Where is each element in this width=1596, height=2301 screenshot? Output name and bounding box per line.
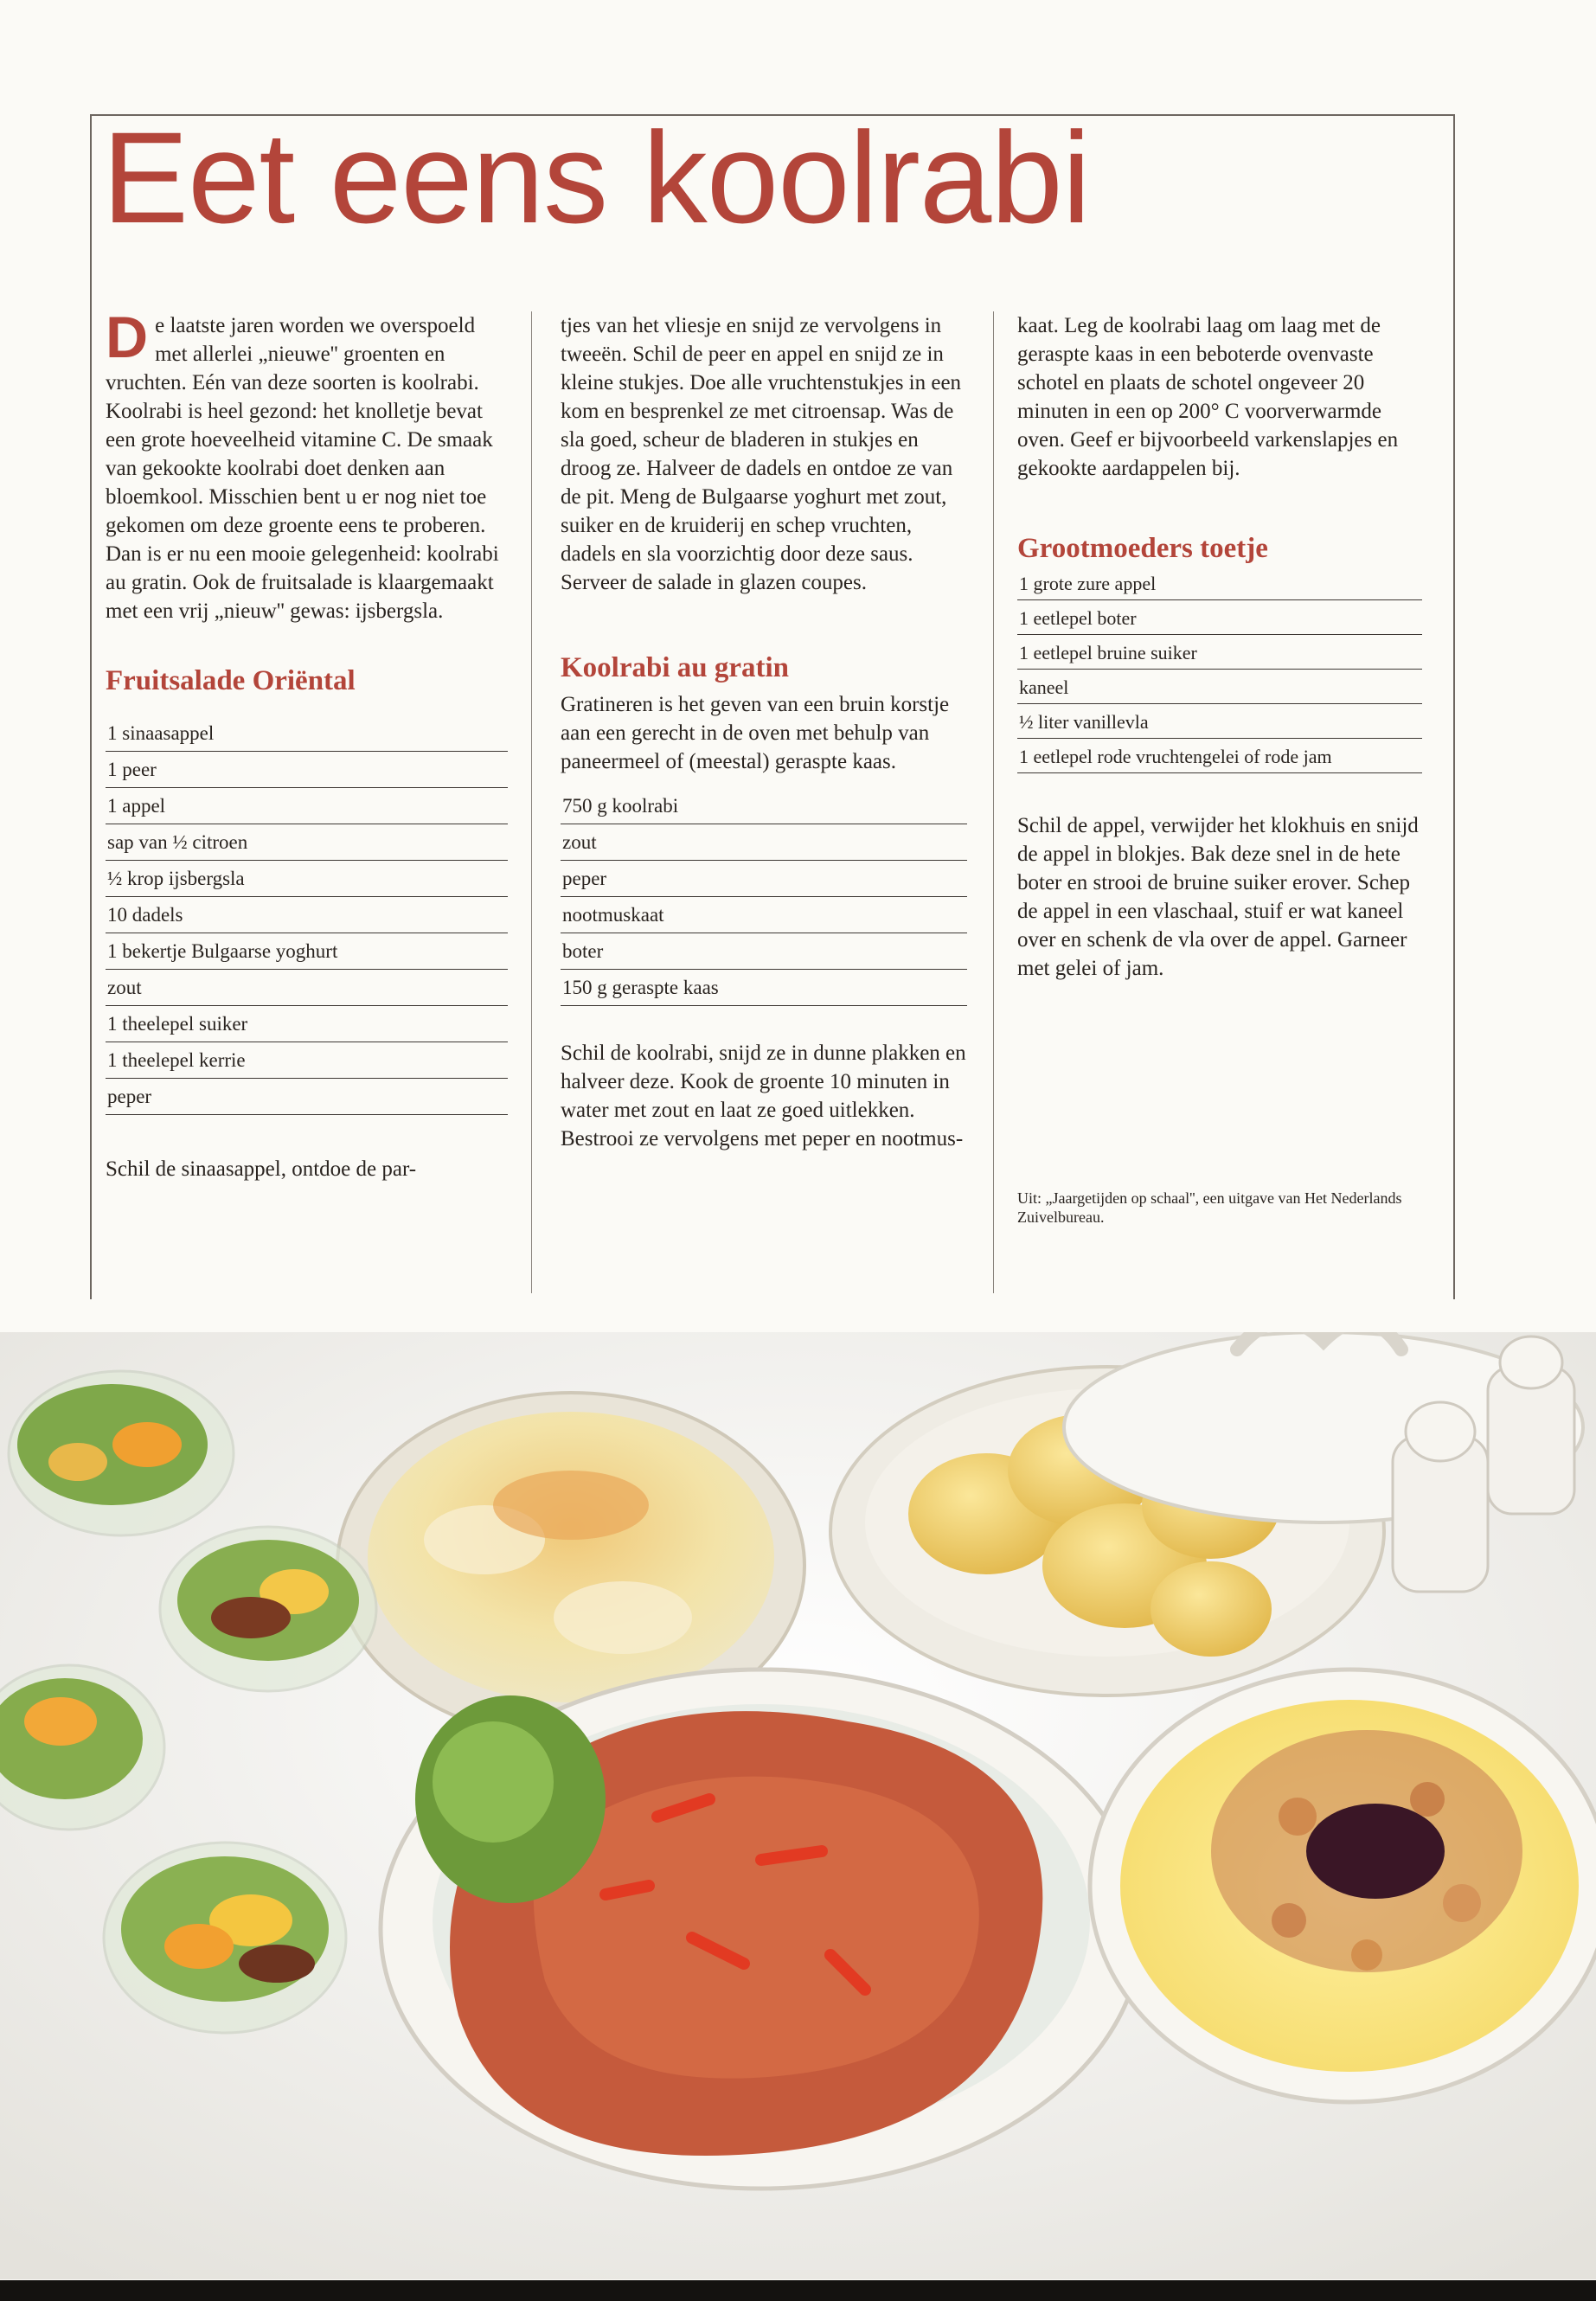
ingredient-item: 750 g koolrabi [561,788,967,824]
ingredient-item: 1 peer [106,752,508,788]
column-1 [106,304,508,1183]
source-credit: Uit: „Jaargetijden op schaal'', een uitgave van Het Nederlands Zuivelbureau. [1017,1189,1402,1226]
food-photo-illustration [0,1332,1596,2279]
method-text-koolrabi-start: Schil de koolrabi, snijd ze in dunne plakken en halveer deze. Kook de groente 10 minuten in water met zout en laat ze goed uitlekken. Bestrooi ze vervolgens met peper en nootmus- [561,1042,966,1150]
ingredient-item: zout [106,970,508,1006]
ingredient-item: sap van ½ citroen [106,824,508,861]
vla-with-apple-dish [1090,1670,1596,2102]
column-divider [993,311,994,1293]
method-text-toetje: Schil de appel, verwijder het klokhuis en snijd de appel in blokjes. Bak deze snel in de hete boter en strooi de bruine suiker erover. Schep de appel in een vlaschaal, stuif er wat kaneel over en schenk de vla over de appel. Garneer met gelei of jam. [1017,814,1419,980]
recipe-title-fruitsalade: Fruitsalade Oriëntal [106,665,356,696]
ingredient-list-toetje [1017,566,1422,773]
ingredient-item: 1 eetlepel bruine suiker [1017,635,1422,670]
intro-paragraph [106,304,508,625]
ingredient-item: 1 eetlepel boter [1017,600,1422,635]
ingredient-item: 10 dadels [106,897,508,933]
ingredient-item: 1 theelepel kerrie [106,1042,508,1079]
ingredient-item: 1 sinaasappel [106,715,508,752]
ingredient-item: peper [106,1079,508,1115]
page-bottom-band [0,2280,1596,2301]
gratin-intro-text: Gratineren is het geven van een bruin korstje aan een gerecht in de oven met behulp van paneermeel of (meestal) geraspte kaas. [561,693,950,773]
ingredient-item: ½ liter vanillevla [1017,704,1422,739]
ingredient-item: ½ krop ijsbergsla [106,861,508,897]
column-divider [531,311,532,1293]
ingredient-item: boter [561,933,967,970]
method-text-fruitsalade-start: Schil de sinaasappel, ontdoe de par- [106,1157,417,1181]
ingredient-item: nootmuskaat [561,897,967,933]
ingredient-item: 1 theelepel suiker [106,1006,508,1042]
ingredient-item: peper [561,861,967,897]
recipe-title-koolrabi: Koolrabi au gratin [561,652,790,683]
column-2 [561,311,967,1153]
pork-in-sauce-dish [381,1670,1142,2189]
intro-text: e laatste jaren worden we overspoeld met allerlei „nieuwe'' groenten en vruchten. Eén van deze soorten is koolrabi. Koolrabi is heel gezond: het knolletje bevat een grote hoeveelheid vitamine C. De smaak van gekookte koolrabi doet denken aan bloemkool. Misschien bent u er nog niet toe gekomen om deze groente eens te proberen. Dan is er nu een mooie gelegenheid: koolrabi au gratin. Ook de fruitsalade is klaargemaakt met een vrij „nieuw'' gewas: ijsbergsla. [106,314,499,623]
method-text-koolrabi-cont: kaat. Leg de koolrabi laag om laag met de geraspte kaas in een beboterde ovenvaste schotel en plaats de schotel ongeveer 20 minuten in een op 200° C voorverwarmde oven. Geef er bijvoorbeeld varkenslapjes en gekookte aardappelen bij. [1017,314,1399,480]
food-photo [0,1332,1596,2279]
ingredient-item: zout [561,824,967,861]
ingredient-item: kaneel [1017,670,1422,704]
ingredient-item: 1 appel [106,788,508,824]
drop-cap: D [106,304,149,370]
column-3 [1017,311,1422,1227]
article-title: Eet eens koolrabi [102,105,1091,250]
method-text-fruitsalade-cont: tjes van het vliesje en snijd ze vervolgens in tweeën. Schil de peer en appel en snijd ze in kleine stukjes. Doe alle vruchtenstukjes in een kom en besprenkel ze met citroensap. Was de sla goed, scheur de bladeren in stukjes en droog ze. Halveer de dadels en ontdoe ze van de pit. Meng de Bulgaarse yoghurt met zout, suiker en de kruiderij en schep vruchten, dadels en sla voorzichtig door deze saus. Serveer de salade in glazen coupes. [561,314,962,594]
ingredient-item: 1 eetlepel rode vruchtengelei of rode jam [1017,739,1422,773]
ingredient-list-fruitsalade [106,715,508,1115]
ingredient-item: 150 g geraspte kaas [561,970,967,1006]
ingredient-list-koolrabi [561,788,967,1006]
recipe-title-toetje: Grootmoeders toetje [1017,533,1268,564]
ingredient-item: 1 grote zure appel [1017,566,1422,600]
ingredient-item: 1 bekertje Bulgaarse yoghurt [106,933,508,970]
